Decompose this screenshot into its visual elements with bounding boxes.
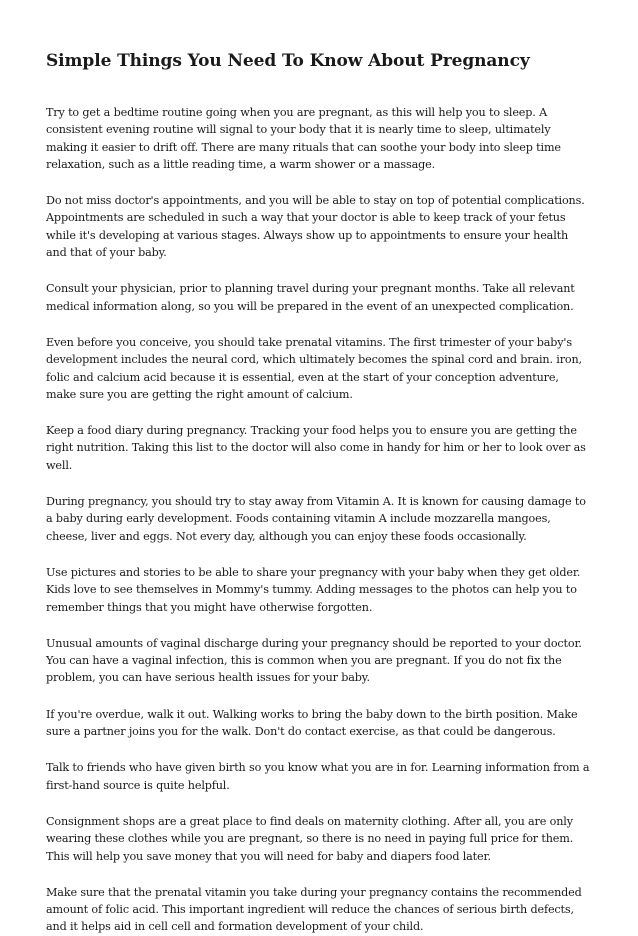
paragraph-overdue-walk: If you're overdue, walk it out. Walking works to bring the baby down to the birth position. Make sure a partner joins you for the walk. Don't do contact exercise, as that could be dangerous. [46, 707, 578, 739]
paragraph-bedtime-routine: Try to get a bedtime routine going when you are pregnant, as this will help you to sleep. A consistent evening routine will signal to your body that it is nearly time to sleep, ultimately making it easier to drift off. There are many rituals that can soothe your body into sleep time relaxation, such as a little reading time, a warm shower or a massage. [46, 106, 561, 171]
paragraph-talk-to-friends: Talk to friends who have given birth so you know what you are in for. Learning information from a first-hand source is quite helpful. [46, 761, 590, 792]
page-title: Simple Things You Need To Know About Pregnancy [46, 51, 530, 71]
paragraph-vitamin-a: During pregnancy, you should try to stay away from Vitamin A. It is known for causing damage to a baby during early development. Foods containing vitamin A include mozzarella mangoes, cheese, liver and eggs. Not every day, although you can enjoy these foods occasionally. [46, 495, 586, 543]
paragraph-travel: Consult your physician, prior to planning travel during your pregnant months. Take all relevant medical information along, so you will be prepared in the event of an unexpected complication. [46, 282, 575, 313]
paragraph-food-diary: Keep a food diary during pregnancy. Tracking your food helps you to ensure you are getting the right nutrition. Taking this list to the doctor will also come in handy for him or her to look over as well. [46, 424, 586, 472]
paragraph-folic-acid: Make sure that the prenatal vitamin you take during your pregnancy contains the recommended amount of folic acid. This important ingredient will reduce the chances of serious birth defects, and it helps aid in cell cell and formation development of your child. [46, 885, 582, 934]
paragraph-prenatal-vitamins: Even before you conceive, you should take prenatal vitamins. The first trimester of your baby's development includes the neural cord, which ultimately becomes the spinal cord and brain. iron, folic and calcium acid because it is essential, even at the start of your conception adventure, make sure you are getting the right amount of calcium. [46, 335, 582, 401]
paragraph-doctor-appointments: Do not miss doctor's appointments, and you will be able to stay on top of potential complications. Appointments are scheduled in such a way that your doctor is able to keep track of your fetus while it's developing at various stages. Always show up to appointments to ensure your health and that of your baby. [46, 194, 585, 260]
paragraph-consignment-shops: Consignment shops are a great place to find deals on maternity clothing. After all, you are only wearing these clothes while you are pregnant, so there is no need in paying full price for them. This will help you save money that you will need for baby and diapers food later. [46, 814, 574, 863]
paragraph-vaginal-discharge: Unusual amounts of vaginal discharge during your pregnancy should be reported to your doctor. You can have a vaginal infection, this is common when you are pregnant. If you do not fix the problem, you can have serious health issues for your baby. [46, 636, 582, 685]
paragraph-pictures-stories: Use pictures and stories to be able to share your pregnancy with your baby when they get older. Kids love to see themselves in Mommy's tummy. Adding messages to the photos can help you to remember things that you might have otherwise forgotten. [46, 565, 581, 614]
